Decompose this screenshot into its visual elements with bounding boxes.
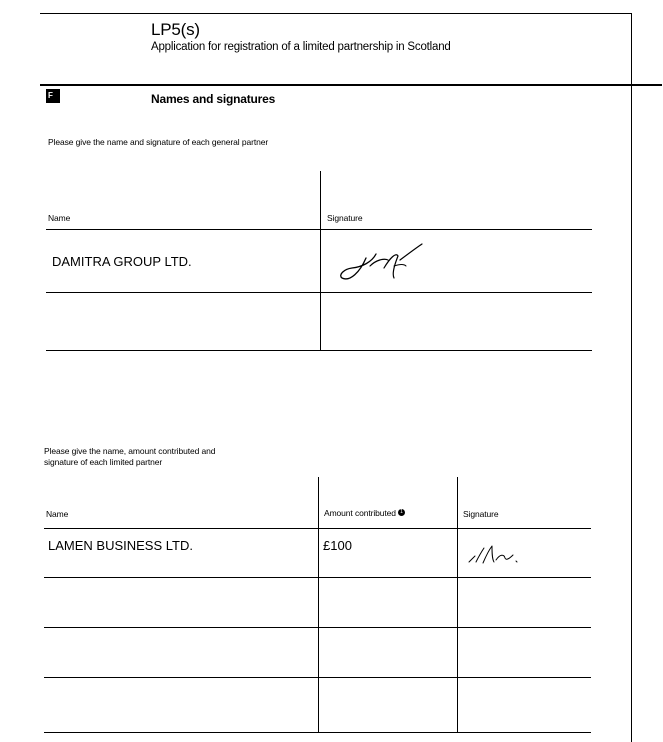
note-marker-icon: 1 [398, 509, 405, 516]
section-title: Names and signatures [151, 92, 276, 106]
lp-row-rule-2 [44, 627, 591, 628]
gp-name-header: Name [48, 213, 71, 223]
gp-row-rule-1 [46, 292, 592, 293]
lp-column-divider-2 [457, 477, 458, 733]
lp-name-header: Name [46, 509, 69, 519]
limited-partner-instruction-line1: Please give the name, amount contributed and [44, 446, 216, 456]
lp-column-divider-1 [318, 477, 319, 733]
lp-row-rule-4 [44, 732, 591, 733]
lp-header-rule [44, 528, 591, 529]
form-code: LP5(s) [151, 20, 200, 39]
limited-partner-instruction-line2: signature of each limited partner [44, 457, 163, 467]
gp-signature-header: Signature [327, 213, 363, 223]
gp-header-rule [46, 229, 592, 230]
gp-column-divider [320, 171, 321, 351]
gp-row-rule-2 [46, 350, 592, 351]
lp-row-rule-3 [44, 677, 591, 678]
gp-name-field-1[interactable]: DAMITRA GROUP LTD. [52, 254, 192, 269]
lp-amount-header [324, 508, 405, 518]
lp-amount-field-1[interactable]: £100 [323, 538, 352, 553]
form-subtitle: Application for registration of a limited partnership in Scotland [151, 41, 451, 53]
lp-amount-header-label: Amount contributed [324, 508, 396, 518]
lp-row-rule-1 [44, 577, 591, 578]
general-partner-instruction: Please give the name and signature of each general partner [48, 137, 269, 147]
right-border [631, 13, 632, 742]
top-border [40, 13, 631, 14]
header-divider [40, 84, 662, 86]
gp-signature-1 [338, 242, 428, 287]
section-letter-box: F [46, 89, 60, 103]
lp-name-field-1[interactable]: LAMEN BUSINESS LTD. [48, 538, 193, 553]
lp-signature-header: Signature [463, 509, 499, 519]
lp-signature-1 [467, 542, 527, 568]
